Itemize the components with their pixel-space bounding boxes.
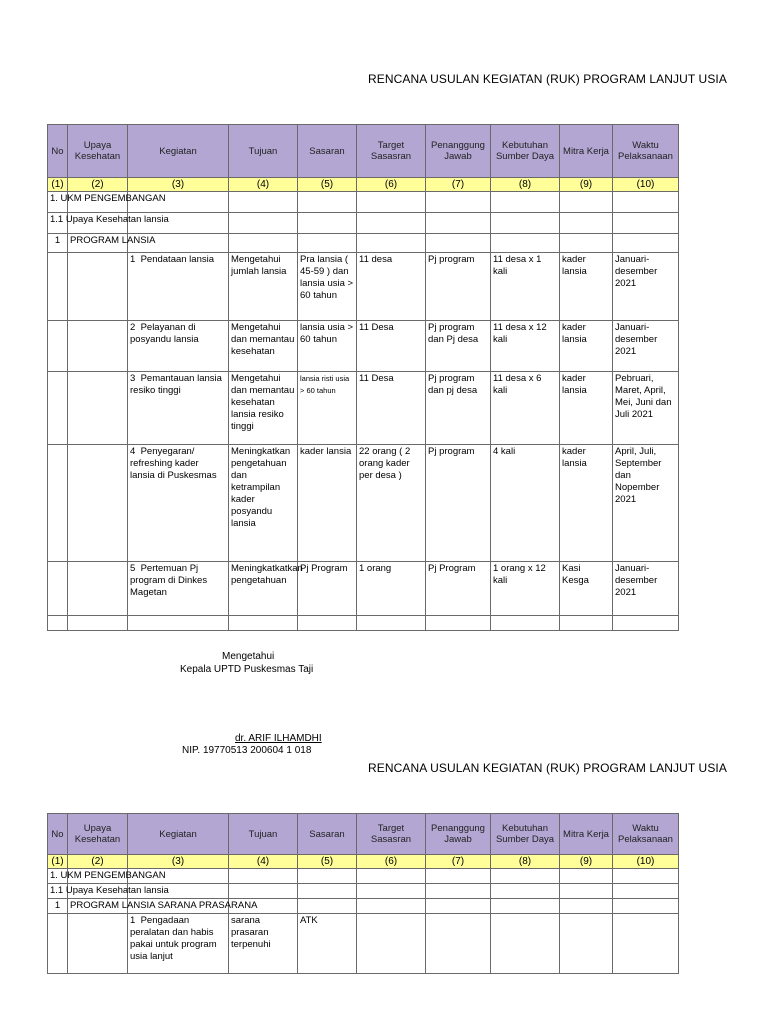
target [357,914,426,974]
page-title-2: RENCANA USULAN KEGIATAN (RUK) PROGRAM LANJUT USIA [368,761,727,775]
tujuan: Mengetahui dan memantau kesehatan [229,321,298,372]
program-no: 1 [48,234,68,253]
kebutuhan [491,914,560,974]
target: 11 desa [357,253,426,321]
row-no: 2 [130,322,136,333]
section-row [48,869,679,884]
col-number: (9) [560,855,613,869]
sasaran: lansia risti usia > 60 tahun [298,372,357,445]
col-header: Tujuan [229,814,298,855]
sasaran: Pra lansia ( 45-59 ) dan lansia usia > 60 tahun [298,253,357,321]
mitra: kader lansia [560,321,613,372]
program-no: 1 [48,899,68,914]
kegiatan-cell [128,321,229,372]
kebutuhan: 1 orang x 12 kali [491,562,560,616]
signer-role: Kepala UPTD Puskesmas Taji [180,664,314,675]
program-name: PROGRAM LANSIA SARANA PRASARANA [68,899,128,914]
col-header: Waktu Pelaksanaan [613,125,679,178]
col-number: (1) [48,178,68,192]
penanggung-jawab: Pj program dan pj desa [426,372,491,445]
kegiatan: Pendataan lansia [140,254,214,265]
penanggung-jawab: Pj program [426,445,491,562]
waktu: Januari-desember 2021 [613,321,679,372]
col-number: (1) [48,855,68,869]
col-header: Penanggung Jawab [426,814,491,855]
table-row [48,372,679,445]
subsection-row [48,213,679,234]
kegiatan-cell [128,562,229,616]
kegiatan-cell [128,445,229,562]
sasaran: kader lansia [298,445,357,562]
table-row [48,445,679,562]
penanggung-jawab: Pj program [426,253,491,321]
tujuan: Meningkatkan pengetahuan dan ketrampilan kader posyandu lansia [229,445,298,562]
kegiatan: Penyegaran/ refreshing kader lansia di Puskesmas [130,446,217,481]
col-number: (7) [426,855,491,869]
penanggung-jawab: Pj program dan Pj desa [426,321,491,372]
penanggung-jawab: Pj Program [426,562,491,616]
col-header: Kegiatan [128,814,229,855]
kegiatan: Pelayanan di posyandu lansia [130,322,199,345]
section-label: 1. UKM PENGEMBANGAN [48,192,68,213]
col-number: (8) [491,855,560,869]
subsection-label: 1.1 Upaya Kesehatan lansia [48,884,68,899]
waktu: Januari-desember 2021 [613,562,679,616]
col-number: (7) [426,178,491,192]
col-number: (5) [298,178,357,192]
sasaran: ATK [298,914,357,974]
row-no: 3 [130,373,136,384]
signer-name: dr. ARIF ILHAMDHI [235,733,322,744]
kegiatan-cell [128,914,229,974]
table-row [48,321,679,372]
target: 22 orang ( 2 orang kader per desa ) [357,445,426,562]
program-row [48,899,679,914]
kebutuhan: 11 desa x 1 kali [491,253,560,321]
row-no: 4 [130,446,136,457]
table-row [48,914,679,974]
col-header: No [48,814,68,855]
kegiatan: Pertemuan Pj program di Dinkes Magetan [130,563,208,598]
mitra: kader lansia [560,372,613,445]
col-number: (10) [613,855,679,869]
kebutuhan: 11 desa x 12 kali [491,321,560,372]
kebutuhan: 4 kali [491,445,560,562]
sasaran: lansia usia > 60 tahun [298,321,357,372]
col-header: Sasaran [298,814,357,855]
tujuan: Mengetahui jumlah lansia [229,253,298,321]
target: 11 Desa [357,372,426,445]
mitra: Kasi Kesga [560,562,613,616]
col-number: (6) [357,178,426,192]
program-name: PROGRAM LANSIA [68,234,128,253]
kebutuhan: 11 desa x 6 kali [491,372,560,445]
tujuan: Meningkatkatkan pengetahuan [229,562,298,616]
kegiatan: Pengadaan peralatan dan habis pakai untuk program usia lanjut [130,915,217,962]
column-number-row [48,178,679,192]
header-row [48,125,679,178]
kegiatan: Pemantauan lansia resiko tinggi [130,373,222,396]
waktu: April, Juli, September dan Nopember 2021 [613,445,679,562]
ruk-table [47,124,679,631]
col-header: Target Sasasran [357,125,426,178]
col-header: Kegiatan [128,125,229,178]
col-header: Kebutuhan Sumber Daya [491,814,560,855]
waktu: Pebruari, Maret, April, Mei, Juni dan Juli 2021 [613,372,679,445]
col-header: Penanggung Jawab [426,125,491,178]
col-number: (9) [560,178,613,192]
row-no: 5 [130,563,136,574]
acknowledged-label: Mengetahui [222,651,275,662]
col-header: Mitra Kerja [560,125,613,178]
tujuan: Mengetahui dan memantau kesehatan lansia resiko tinggi [229,372,298,445]
target: 1 orang [357,562,426,616]
signer-nip: NIP. 19770513 200604 1 018 [182,745,312,756]
subsection-label: 1.1 Upaya Kesehatan lansia [48,213,68,234]
col-number: (3) [128,855,229,869]
mitra: kader lansia [560,253,613,321]
col-header: Upaya Kesehatan [68,125,128,178]
col-number: (6) [357,855,426,869]
mitra: kader lansia [560,445,613,562]
kegiatan-cell [128,253,229,321]
penanggung-jawab [426,914,491,974]
col-header: Upaya Kesehatan [68,814,128,855]
table-row [48,253,679,321]
col-number: (10) [613,178,679,192]
waktu: Januari-desember 2021 [613,253,679,321]
page-title: RENCANA USULAN KEGIATAN (RUK) PROGRAM LANJUT USIA [368,72,727,86]
row-no: 1 [130,915,136,926]
col-header: No [48,125,68,178]
col-number: (4) [229,178,298,192]
row-no: 1 [130,254,136,265]
col-header: Target Sasasran [357,814,426,855]
col-number: (5) [298,855,357,869]
kegiatan-cell [128,372,229,445]
mitra [560,914,613,974]
header-row [48,814,679,855]
col-number: (2) [68,178,128,192]
section-label: 1. UKM PENGEMBANGAN [48,869,68,884]
col-header: Kebutuhan Sumber Daya [491,125,560,178]
table-row [48,562,679,616]
col-number: (3) [128,178,229,192]
col-header: Tujuan [229,125,298,178]
tujuan: sarana prasaran terpenuhi [229,914,298,974]
subsection-row [48,884,679,899]
section-row [48,192,679,213]
col-number: (8) [491,178,560,192]
waktu [613,914,679,974]
column-number-row [48,855,679,869]
col-header: Mitra Kerja [560,814,613,855]
col-number: (4) [229,855,298,869]
program-row [48,234,679,253]
col-header: Waktu Pelaksanaan [613,814,679,855]
empty-row [48,616,679,631]
ruk-table-2 [47,813,679,974]
target: 11 Desa [357,321,426,372]
sasaran: Pj Program [298,562,357,616]
col-number: (2) [68,855,128,869]
col-header: Sasaran [298,125,357,178]
